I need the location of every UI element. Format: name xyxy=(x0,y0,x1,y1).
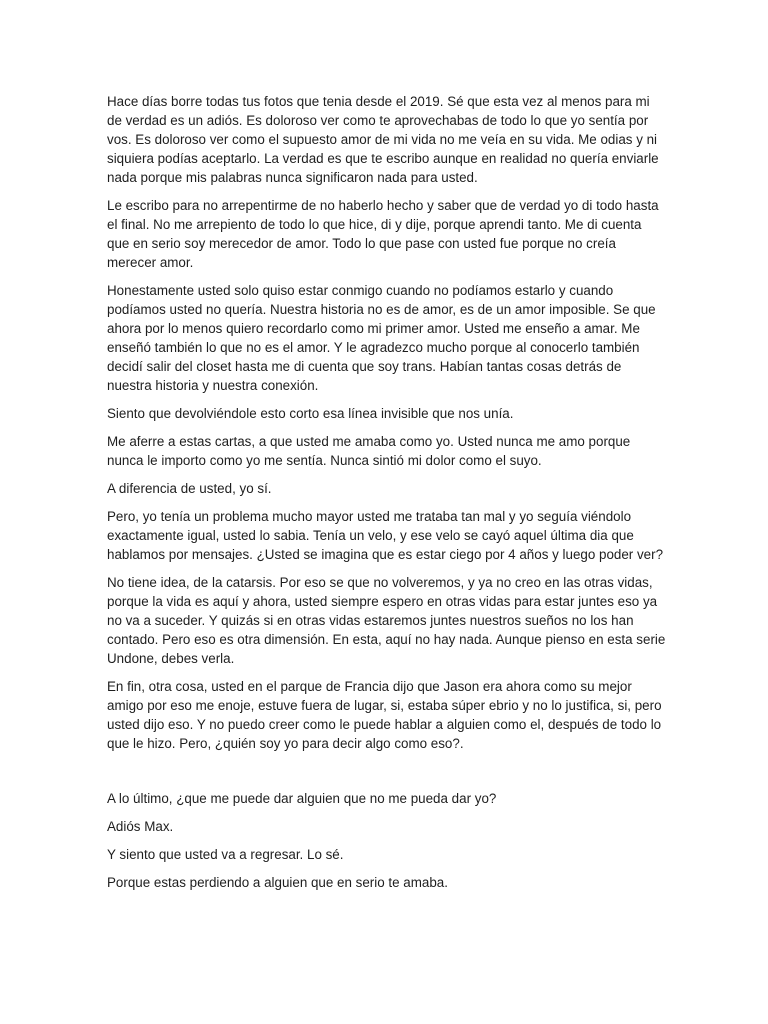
paragraph-9: En fin, otra cosa, usted en el parque de Francia dijo que Jason era ahora como su mejor amigo por eso me enoje, estuve fuera de lugar, si, estaba súper ebrio y no lo justifica, si, pero usted dijo eso. Y no puedo creer como le puede hablar a alguien como el, después de todo lo que le hizo. Pero, ¿quién soy yo para decir algo como eso?. xyxy=(107,679,662,751)
paragraph-4: Siento que devolviéndole esto corto esa línea invisible que nos unía. xyxy=(107,406,514,421)
paragraph-1: Hace días borre todas tus fotos que tenia desde el 2019. Sé que esta vez al menos para mi de verdad es un adiós. Es doloroso ver como te aprovechabas de todo lo que yo sentía por vos. Es doloroso ver como el supuesto amor de mi vida no me veía en su vida. Me odias y ni siquiera podías aceptarlo. La verdad es que te escribo aunque en realidad no quería enviarle nada porque mis palabras nunca significaron nada para usted. xyxy=(107,94,659,185)
paragraph-11: Adiós Max. xyxy=(107,819,174,834)
paragraph-10: A lo último, ¿que me puede dar alguien que no me pueda dar yo? xyxy=(107,791,497,806)
letter-document xyxy=(107,92,667,901)
paragraph-13: Porque estas perdiendo a alguien que en serio te amaba. xyxy=(107,875,448,890)
paragraph-5: Me aferre a estas cartas, a que usted me amaba como yo. Usted nunca me amo porque nunca le importo como yo me sentía. Nunca sintió mi dolor como el suyo. xyxy=(107,434,631,468)
paragraph-8: No tiene idea, de la catarsis. Por eso se que no volveremos, y ya no creo en las otras vidas, porque la vida es aquí y ahora, usted siempre espero en otras vidas para estar juntes eso ya no va a suceder. Y quizás si en otras vidas estaremos juntes nuestros sueños no los han contado. Pero eso es otra dimensión. En esta, aquí no hay nada. Aunque pienso en esta serie Undone, debes verla. xyxy=(107,575,666,666)
paragraph-12: Y siento que usted va a regresar. Lo sé. xyxy=(107,847,344,862)
paragraph-2: Le escribo para no arrepentirme de no haberlo hecho y saber que de verdad yo di todo hasta el final. No me arrepiento de todo lo que hice, di y dije, porque aprendi tanto. Me di cuenta que en serio soy merecedor de amor. Todo lo que pase con usted fue porque no creía merecer amor. xyxy=(107,198,659,270)
paragraph-3: Honestamente usted solo quiso estar conmigo cuando no podíamos estarlo y cuando podíamos usted no quería. Nuestra historia no es de amor, es de un amor imposible. Se que ahora por lo menos quiero recordarlo como mi primer amor. Usted me enseño a amar. Me enseñó también lo que no es el amor. Y le agradezco mucho porque al conocerlo también decidí salir del closet hasta me di cuenta que soy trans. Habían tantas cosas detrás de nuestra historia y nuestra conexión. xyxy=(107,283,656,393)
paragraph-6: A diferencia de usted, yo sí. xyxy=(107,481,272,496)
blank-line xyxy=(107,762,667,789)
paragraph-7: Pero, yo tenía un problema mucho mayor usted me trataba tan mal y yo seguía viéndolo exactamente igual, usted lo sabia. Tenía un velo, y ese velo se cayó aquel última dia que hablamos por mensajes. ¿Usted se imagina que es estar ciego por 4 años y luego poder ver? xyxy=(107,509,664,562)
